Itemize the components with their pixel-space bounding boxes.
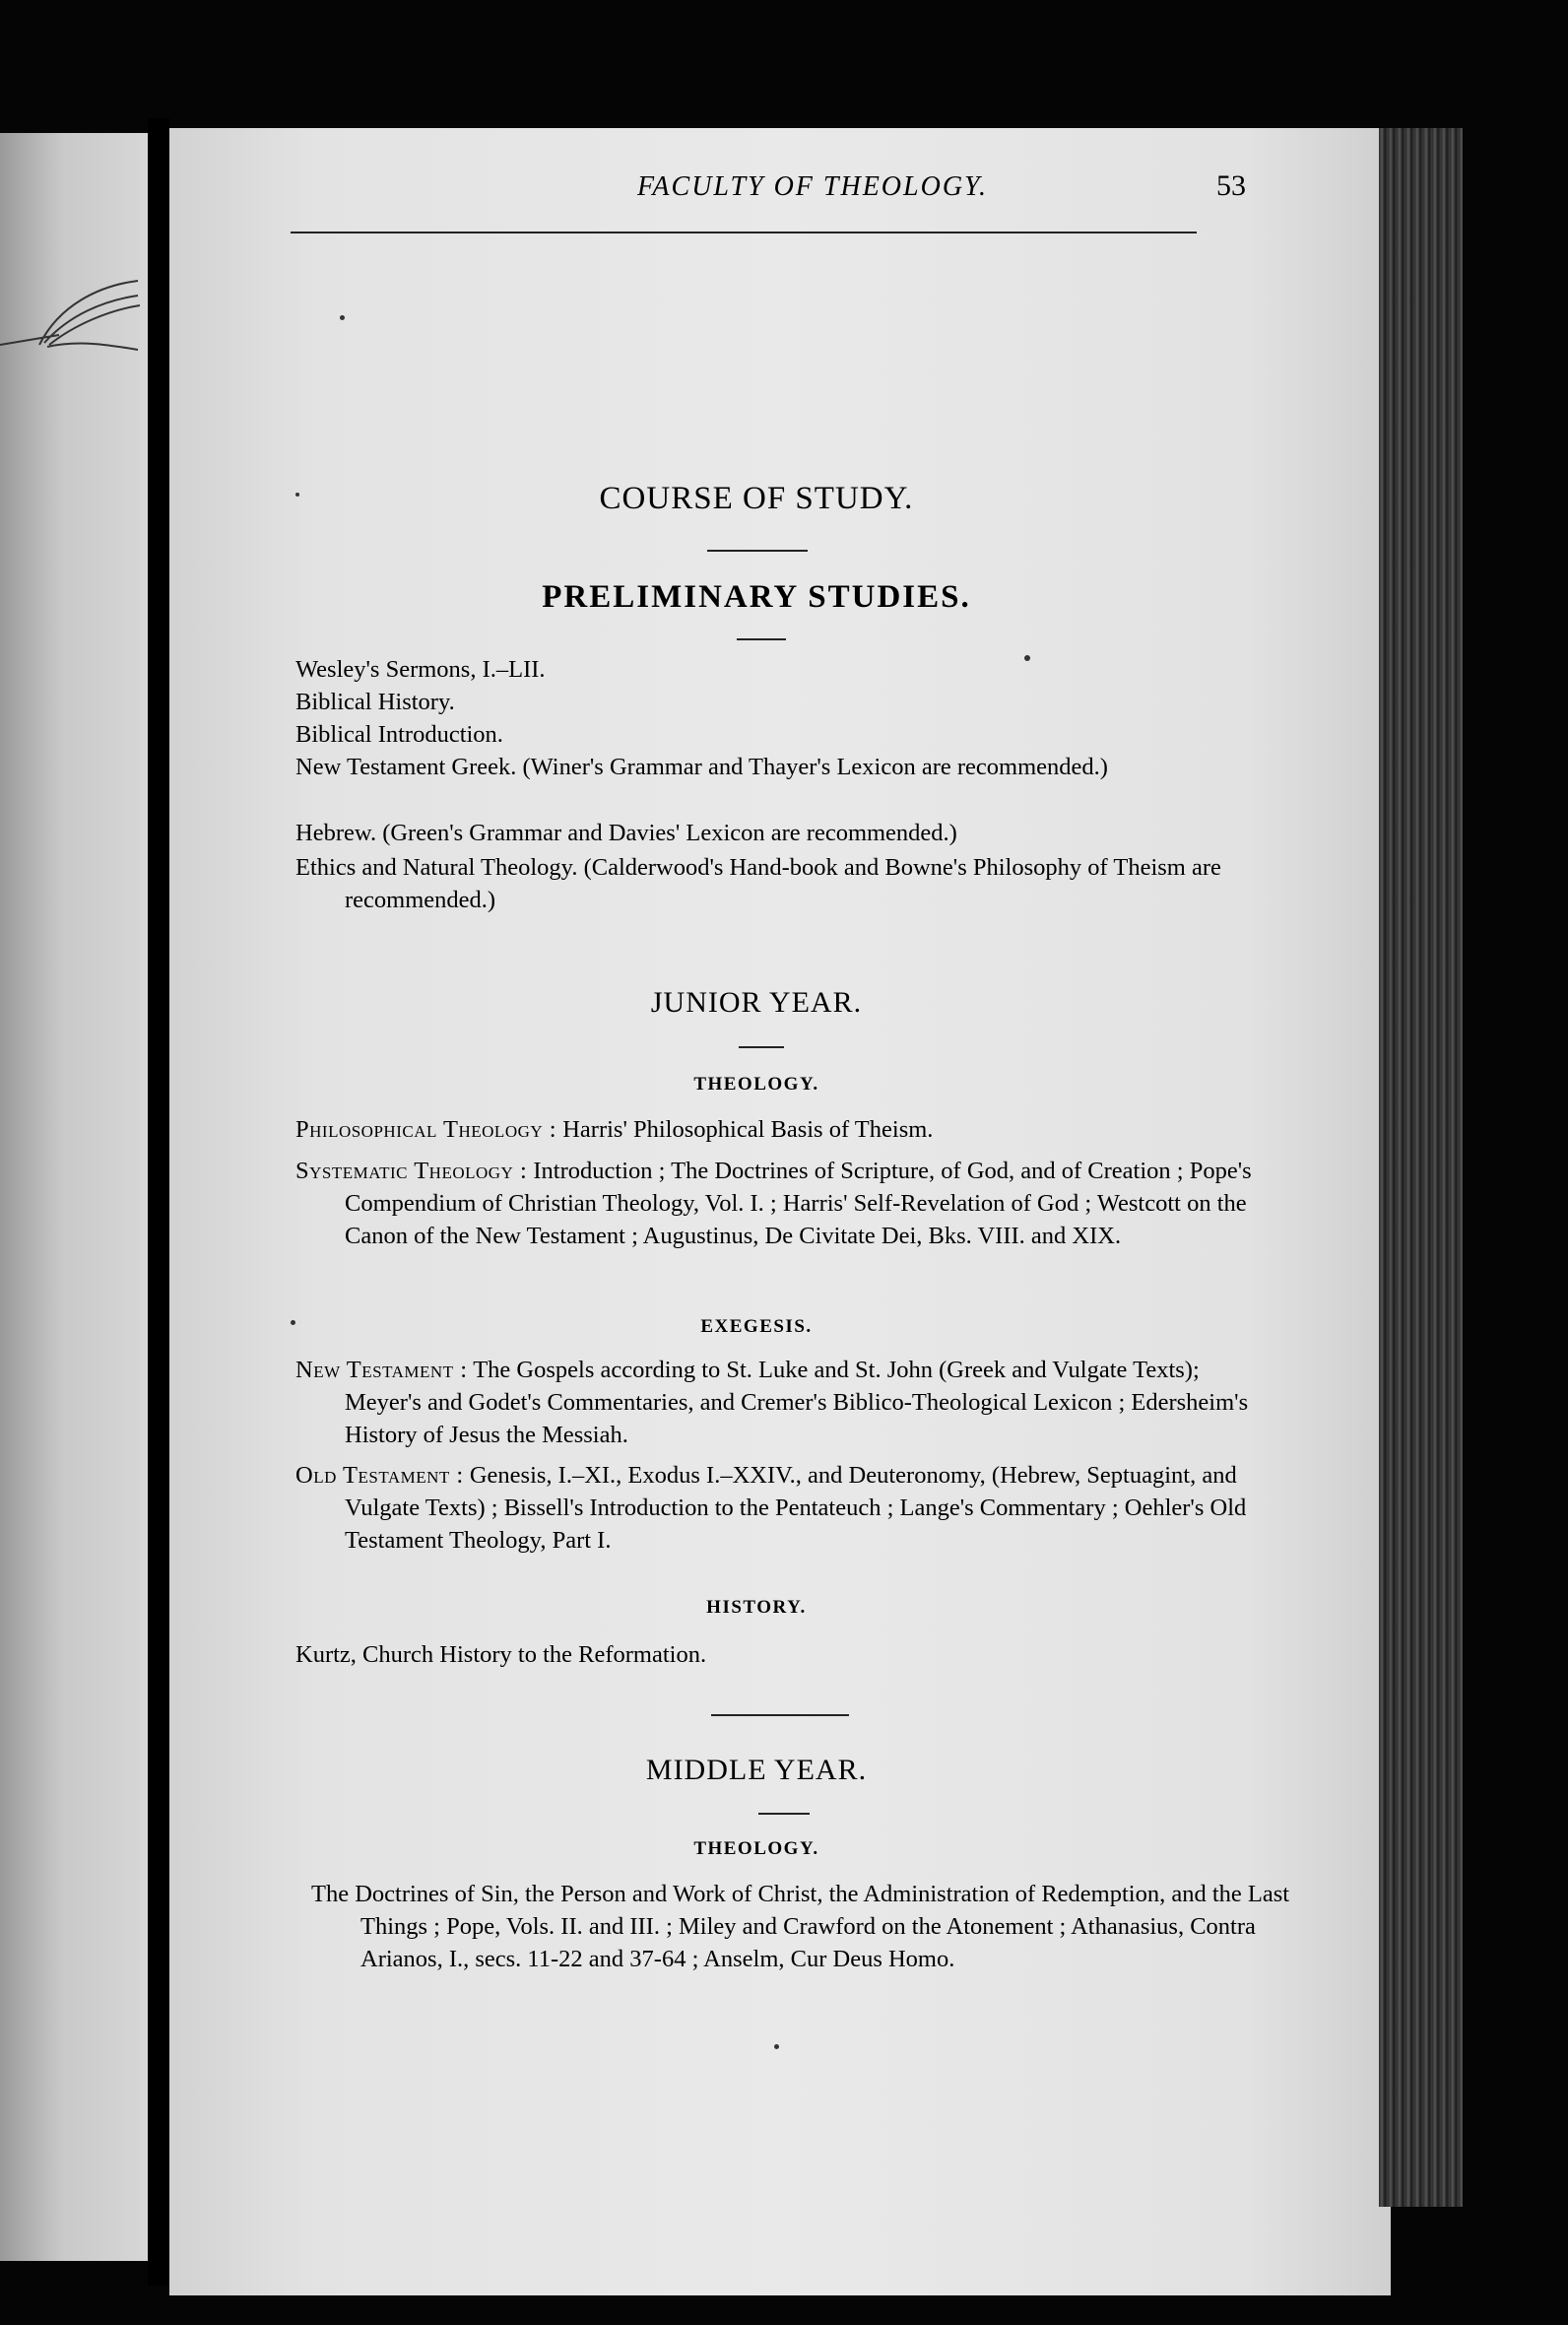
philosophical-theology-label: Philosophical Theology : xyxy=(295,1116,557,1143)
systematic-theology-text: Introduction ; The Doctrines of Scripture, of God, and of Creation ; Pope's Compendium of Christian Theology, Vol. I. ; Harris' Self-Revelation of God ; Westcott on the Canon of the New Testament ; Augustinus, De Civitate Dei, Bks. VIII. and XIX. xyxy=(345,1158,1252,1249)
middle-year-heading: MIDDLE YEAR. xyxy=(645,1754,868,1786)
old-testament-text: Genesis, I.–XI., Exodus I.–XXIV., and Deuteronomy, (Hebrew, Septuagint, and Vulgate Texts) ; Bissell's Introduction to the Pentateuch ; Lange's Commentary ; Oehler's Old Testament Theology, Part I. xyxy=(345,1462,1247,1554)
history-heading: HISTORY. xyxy=(706,1597,807,1618)
running-title: FACULTY OF THEOLOGY. xyxy=(636,171,989,202)
divider xyxy=(737,638,786,640)
philosophical-theology-text: Harris' Philosophical Basis of Theism. xyxy=(556,1116,934,1143)
preliminary-item: Biblical History. xyxy=(295,689,455,715)
old-testament-label: Old Testament : xyxy=(295,1462,464,1489)
ink-speck xyxy=(291,1320,295,1325)
preliminary-item: Wesley's Sermons, I.–LII. xyxy=(295,656,546,683)
divider xyxy=(758,1813,810,1815)
ink-speck xyxy=(295,493,299,497)
divider xyxy=(711,1714,849,1716)
book-gutter xyxy=(148,118,169,2286)
exegesis-heading: EXEGESIS. xyxy=(700,1316,813,1337)
preliminary-item: Biblical Introduction. xyxy=(295,721,503,748)
running-head xyxy=(379,167,1246,227)
new-testament-text: The Gospels according to St. Luke and St. John (Greek and Vulgate Texts); Meyer's and Godet's Commentaries, and Cremer's Biblico-Theological Lexicon ; Edersheim's History of Jesus the Messiah. xyxy=(345,1357,1249,1448)
new-testament-entry xyxy=(295,1354,1275,1451)
systematic-theology-entry xyxy=(295,1155,1275,1252)
page-block-edge xyxy=(1379,128,1463,2207)
divider xyxy=(739,1046,784,1048)
page-number: 53 xyxy=(1216,169,1246,202)
preliminary-heading: PRELIMINARY STUDIES. xyxy=(542,579,971,615)
divider xyxy=(707,550,808,552)
ink-speck xyxy=(774,2044,779,2049)
course-title: COURSE OF STUDY. xyxy=(599,481,914,516)
new-testament-label: New Testament : xyxy=(295,1357,468,1383)
systematic-theology-label: Systematic Theology : xyxy=(295,1158,528,1184)
ink-speck xyxy=(1024,655,1030,661)
header-rule xyxy=(291,232,1197,233)
previous-page-edge xyxy=(0,133,156,2261)
history-entry: Kurtz, Church History to the Reformation. xyxy=(295,1641,707,1668)
preliminary-item: Hebrew. (Green's Grammar and Davies' Lexicon are recommended.) xyxy=(295,820,957,846)
junior-year-heading: JUNIOR YEAR. xyxy=(650,986,863,1019)
middle-theology-entry: The Doctrines of Sin, the Person and Work of Christ, the Administration of Redemption, and the Last Things ; Pope, Vols. II. and III. ; Miley and Crawford on the Atonement ; Athanasius, Contra Arianos, I., secs. 11-22 and 37-64 ; Anselm, Cur Deus Homo. xyxy=(311,1881,1290,1972)
junior-theology-heading: THEOLOGY. xyxy=(693,1074,819,1095)
old-testament-entry xyxy=(295,1459,1275,1557)
ink-speck xyxy=(340,315,345,320)
philosophical-theology-entry xyxy=(295,1113,1275,1146)
preliminary-item: Ethics and Natural Theology. (Calderwood's Hand-book and Bowne's Philosophy of Theism are recommended.) xyxy=(295,854,1221,913)
middle-theology-heading: THEOLOGY. xyxy=(693,1838,819,1859)
preliminary-item: New Testament Greek. (Winer's Grammar and Thayer's Lexicon are recommended.) xyxy=(295,754,1108,780)
pencil-mark xyxy=(0,266,148,424)
